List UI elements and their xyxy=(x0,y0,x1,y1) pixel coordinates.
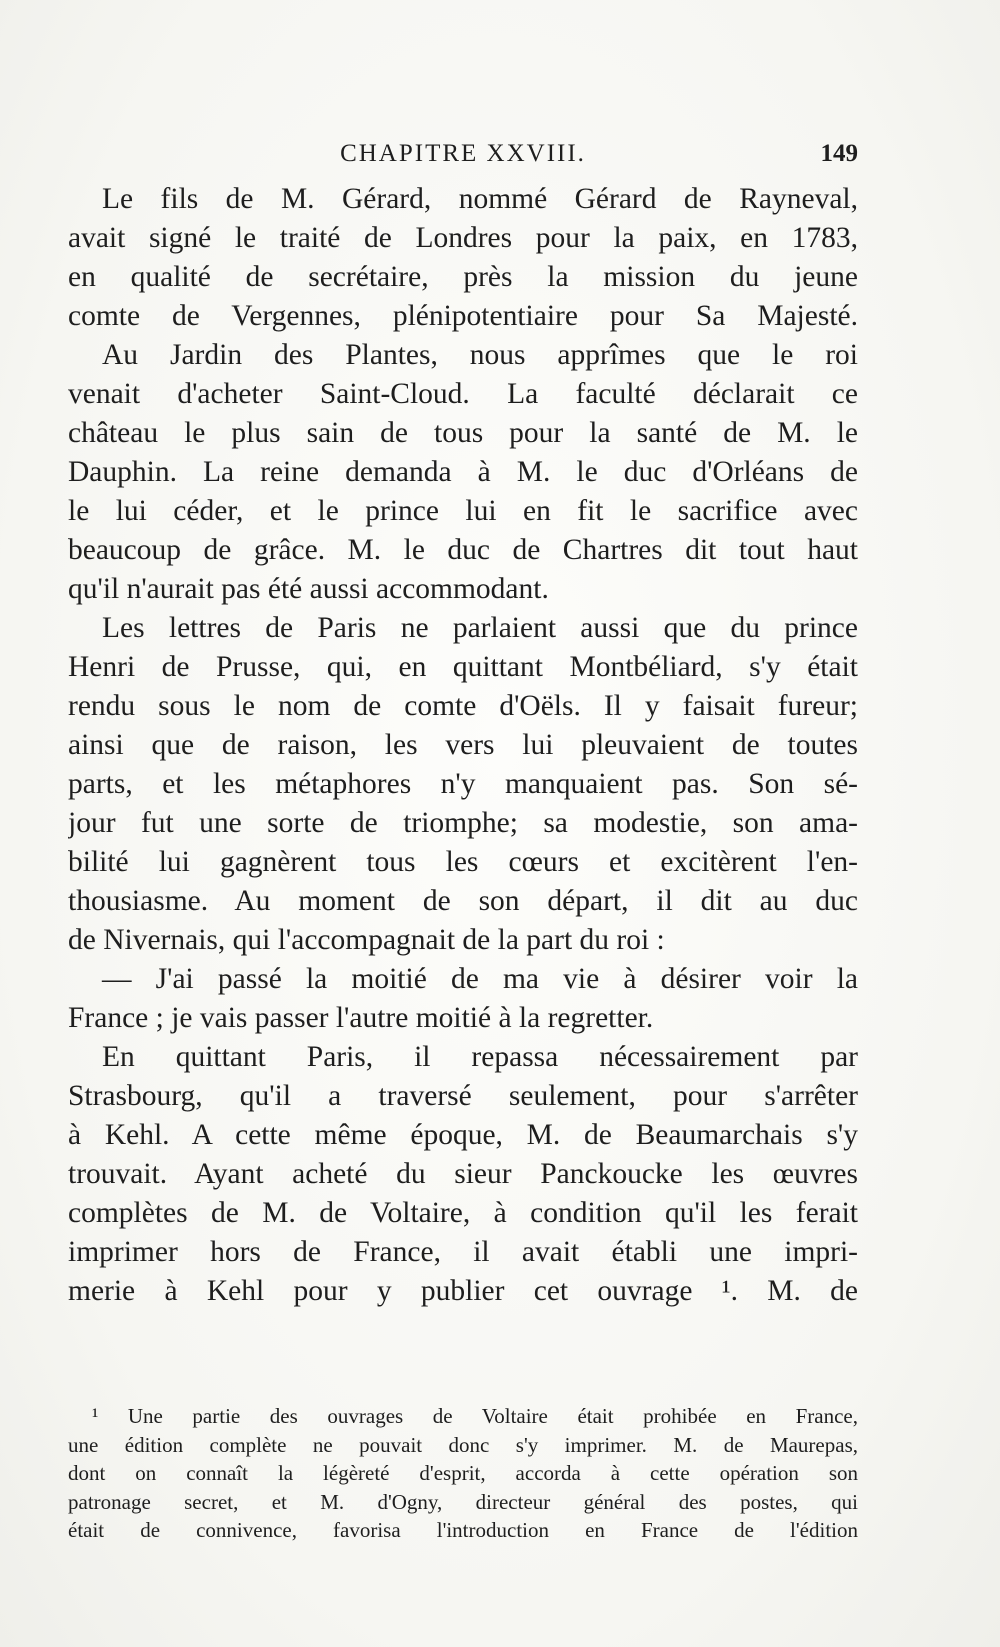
footnote-line: une édition complète ne pouvait donc s'y imprimer. M. de Maurepas, xyxy=(68,1432,858,1457)
footnote xyxy=(68,1402,858,1545)
page-number: 149 xyxy=(820,140,858,167)
text-line: venait d'acheter Saint-Cloud. La faculté déclarait ce xyxy=(68,378,858,410)
body-text xyxy=(68,180,858,1311)
text-line: château le plus sain de tous pour la santé de M. le xyxy=(68,417,858,449)
text-line: Henri de Prusse, qui, en quittant Montbéliard, s'y était xyxy=(68,651,858,683)
text-line: comte de Vergennes, plénipotentiaire pour Sa Majesté. xyxy=(68,300,858,332)
footnote-line: patronage secret, et M. d'Ogny, directeur général des postes, qui xyxy=(68,1489,858,1514)
text-line: En quittant Paris, il repassa nécessairement par xyxy=(102,1041,858,1073)
text-line: Les lettres de Paris ne parlaient aussi que du prince xyxy=(102,612,858,644)
text-line: merie à Kehl pour y publier cet ouvrage ¹. M. de xyxy=(68,1275,858,1307)
footnote-line: dont on connaît la légèreté d'esprit, accorda à cette opération son xyxy=(68,1461,858,1485)
text-line: France ; je vais passer l'autre moitié à la regretter. xyxy=(68,1002,654,1034)
text-line: imprimer hors de France, il avait établi une impri- xyxy=(68,1236,858,1268)
text-line: beaucoup de grâce. M. le duc de Chartres dit tout haut xyxy=(68,534,858,566)
text-line: ainsi que de raison, les vers lui pleuvaient de toutes xyxy=(68,729,858,761)
text-line: Le fils de M. Gérard, nommé Gérard de Rayneval, xyxy=(102,183,858,215)
text-line: à Kehl. A cette même époque, M. de Beaumarchais s'y xyxy=(68,1119,858,1151)
text-line: jour fut une sorte de triomphe; sa modestie, son ama- xyxy=(68,807,858,839)
text-line: rendu sous le nom de comte d'Oëls. Il y faisait fureur; xyxy=(68,690,858,722)
text-line: trouvait. Ayant acheté du sieur Panckoucke les œuvres xyxy=(68,1158,858,1190)
text-line: le lui céder, et le prince lui en fit le sacrifice avec xyxy=(68,495,858,527)
text-line: Dauphin. La reine demanda à M. le duc d'Orléans de xyxy=(68,456,858,488)
text-line: thousiasme. Au moment de son départ, il dit au duc xyxy=(68,885,858,917)
text-line: de Nivernais, qui l'accompagnait de la part du roi : xyxy=(68,924,665,956)
text-line: bilité lui gagnèrent tous les cœurs et excitèrent l'en- xyxy=(68,846,858,878)
running-title: CHAPITRE XXVIII. xyxy=(340,140,586,167)
text-line: Au Jardin des Plantes, nous apprîmes que le roi xyxy=(102,339,858,371)
text-line: complètes de M. de Voltaire, à condition qu'il les ferait xyxy=(68,1197,858,1229)
text-line: Strasbourg, qu'il a traversé seulement, pour s'arrêter xyxy=(68,1080,858,1112)
text-line: avait signé le traité de Londres pour la paix, en 1783, xyxy=(68,222,858,254)
text-line: qu'il n'aurait pas été aussi accommodant. xyxy=(68,573,549,605)
footnote-line: ¹ Une partie des ouvrages de Voltaire était prohibée en France, xyxy=(92,1404,858,1428)
page-header xyxy=(68,134,858,174)
footnote-line: était de connivence, favorisa l'introduction en France de l'édition xyxy=(68,1518,858,1542)
text-line: — J'ai passé la moitié de ma vie à désirer voir la xyxy=(102,963,858,995)
text-line: parts, et les métaphores n'y manquaient pas. Son sé- xyxy=(68,768,858,800)
text-line: en qualité de secrétaire, près la mission du jeune xyxy=(68,261,858,293)
